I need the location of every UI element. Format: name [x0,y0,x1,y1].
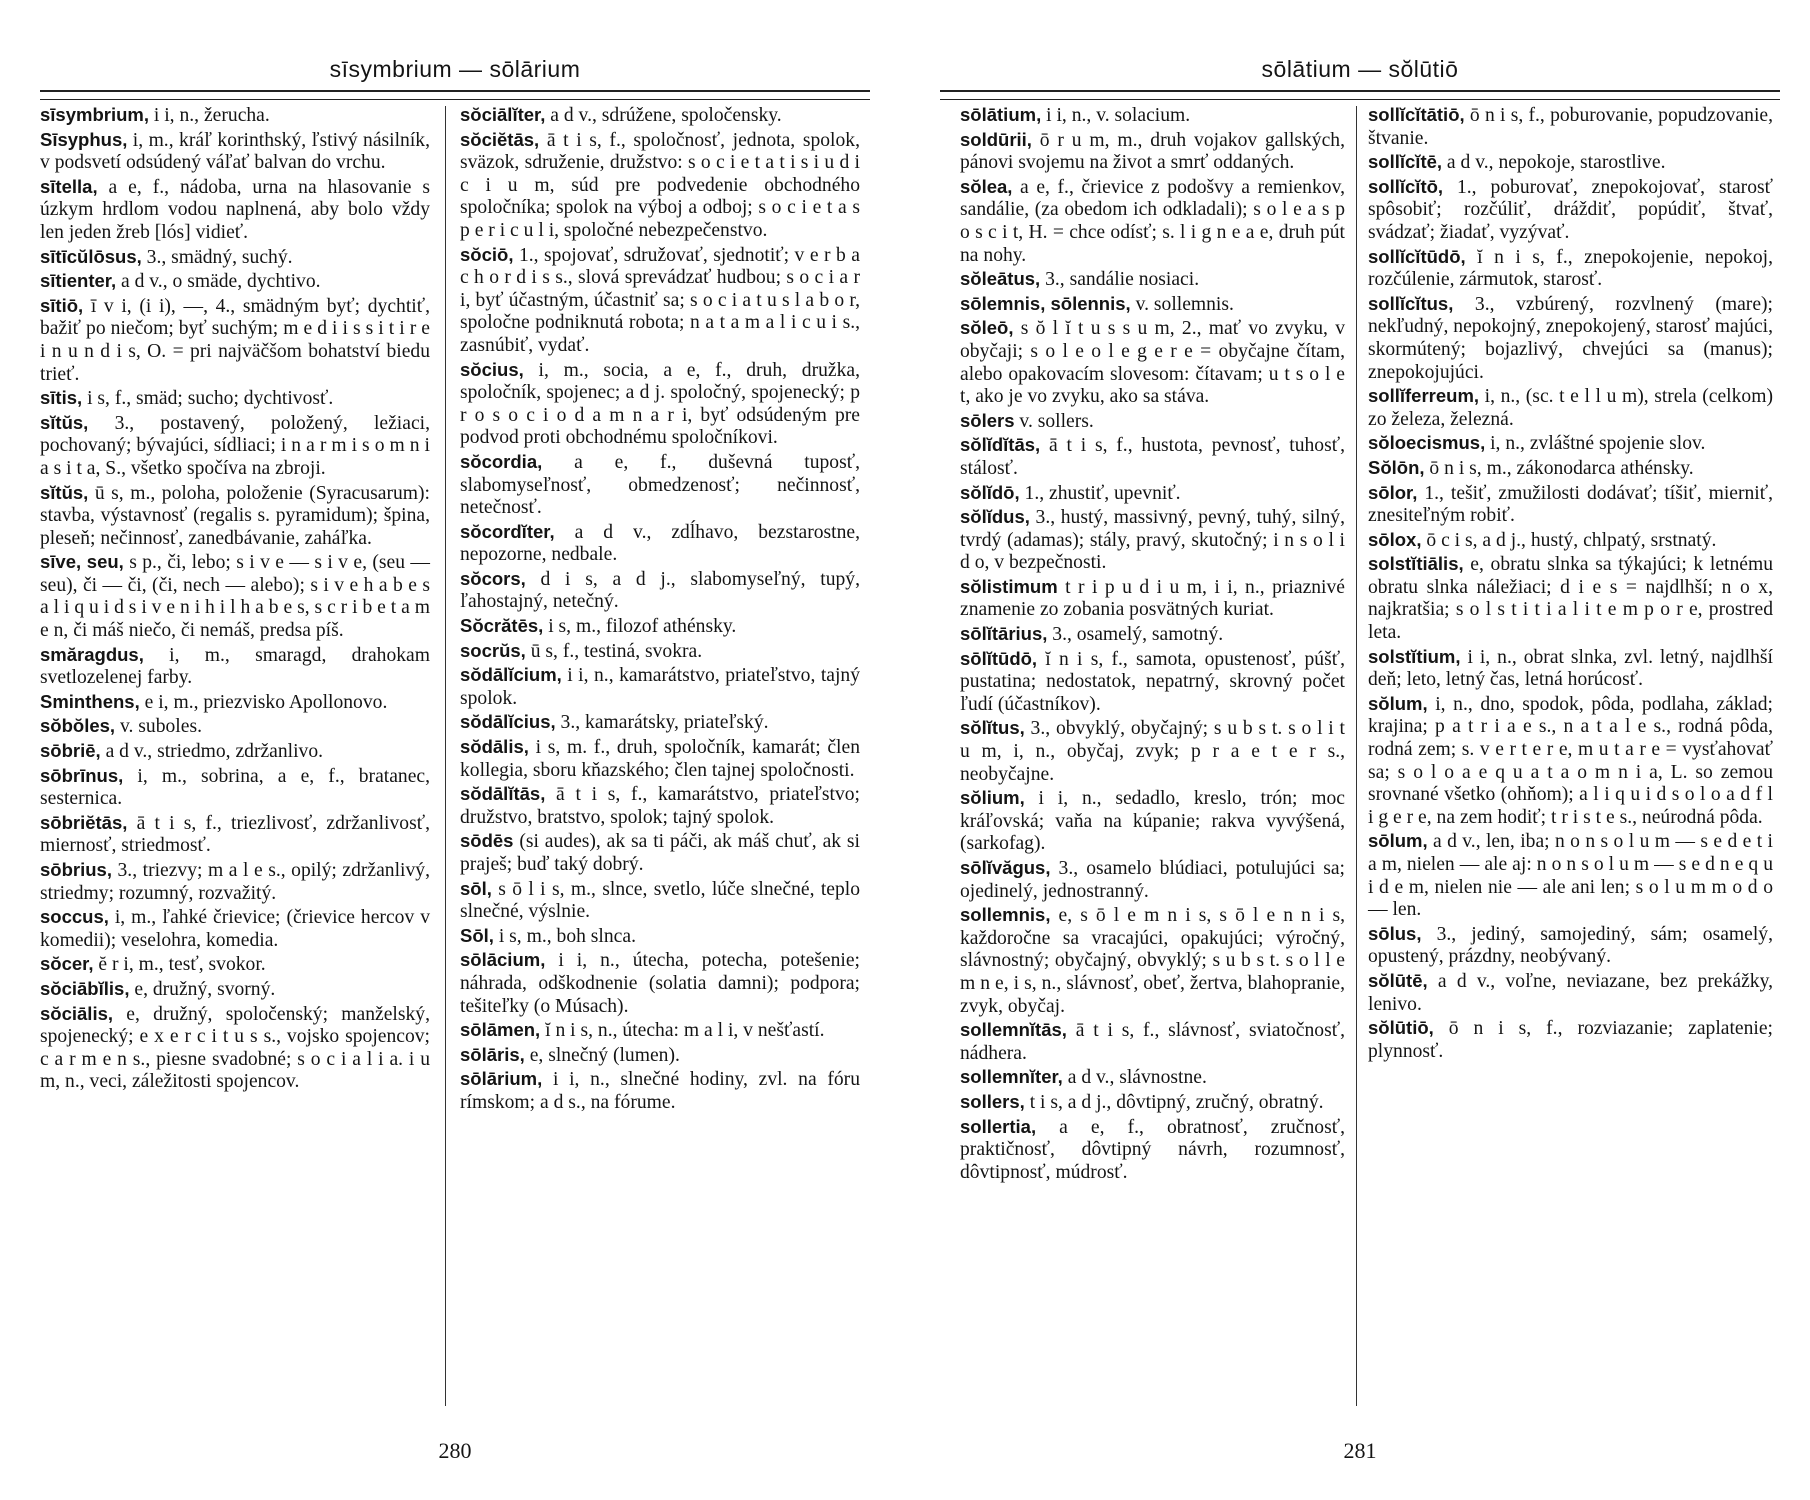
entry-headword: sōl, [460,877,492,899]
entry-definition: a d v., slávnostne. [1062,1067,1207,1089]
header-rule-right [940,90,1780,100]
entry-headword: smăragdus, [40,643,144,665]
dictionary-entry [1368,151,1773,175]
entry-definition: t i s, a d j., dôvtipný, zručný, obratný. [1024,1091,1324,1113]
entry-definition: 1., spojovať, sdružovať, sjednotiť; v e r b a c h o r d i s s., slová sprevádzať hudbou; s o c i a r i, byť účastným, účastniť sa; s o c i a t u s l a b o r, spoločne podniknutá robota; n a t a m a l i c u i s., zasnúbiť, vydať. [460,244,860,356]
dictionary-entry [960,648,1345,717]
entry-definition: ō c i s, a d j., hustý, chlpatý, srstnatý. [1421,529,1717,551]
dictionary-entry [960,1019,1345,1065]
entry-definition: s ŏ l ĭ t u s s u m, 2., mať vo zvyku, v obyčaji; s o l e o l e g e r e = obyčajne čítam, alebo opakovacím slovesom: čítavam; u t s o l e t, ako je vo zvyku, ako sa stáva. [960,318,1345,408]
entry-headword: sŏlea, [960,175,1013,197]
dictionary-entry [460,615,860,639]
entry-headword: soccus, [40,906,109,928]
entry-definition: i i, n., obrat slnka, zvl. letný, najdlhší deň; leto, letný čas, letná horúcosť. [1368,646,1773,691]
entry-definition: 3., osamelý, samotný. [1047,624,1224,646]
entry-definition: 3., obvyklý, obyčajný; s u b s t. s o l i t u m, i, n., obyčaj, zvyk; p r a e t e r s., neobyčajne. [960,718,1345,785]
entry-definition: ā t i s, f., slávnosť, sviatočnosť, nádhera. [960,1020,1345,1064]
entry-headword: sōlācium, [460,949,546,971]
entry-headword: sōlātium, [960,104,1042,125]
dictionary-entry [1368,385,1773,431]
entry-headword: sīve, seu, [40,551,124,573]
entry-headword: sōbrīnus, [40,764,124,786]
entry-definition: ā t i s, f., spoločnosť, jednota, spolok, sväzok, sdruženie, družstvo: s o c i e t a t i s i u d i c i u m, súd pre podvedenie obchodného spoločníka; spolok na výboj a odboj; s o c i e t a s p e r i c u l i, spoločné nebezpečenstvo. [460,129,860,241]
entry-headword: sītiō, [40,294,84,316]
entry-definition: i i, n., kamarátstvo, priateľstvo, tajný spolok. [460,665,860,709]
dictionary-entry [960,1091,1345,1115]
entry-headword: Sōl, [460,924,494,946]
entry-headword: sōbrius, [40,859,112,880]
dictionary-entry [460,1019,860,1043]
dictionary-entry [960,717,1345,786]
dictionary-entry [1368,529,1773,553]
dictionary-entry [460,878,860,924]
dictionary-entry [40,691,430,715]
entry-definition: ā t i s, f., kamarátstvo, priateľstvo; družstvo, bratstvo, spolok; tajný spolok. [460,784,860,828]
entry-definition: 1., tešiť, zmužilosti dodávať; tíšiť, mierniť, znesiteľným robiť. [1368,482,1773,527]
entry-definition: i, n., (sc. t e l l u m), strela (celkom) zo železa, železná. [1368,386,1773,430]
entry-headword: solstĭtiālis, [1368,553,1464,575]
entry-definition: i, m., smaragd, drahokam svetlozelenej farby. [40,644,430,689]
entry-definition: v. sollers. [1014,410,1094,432]
entry-headword: sŏcer, [40,953,94,975]
dictionary-entry [40,551,430,642]
entry-headword: sōlārium, [460,1068,543,1090]
entry-definition: 3., triezvy; m a l e s., opilý; zdržanlivý, striedmy; rozumný, rozvažitý. [40,860,430,904]
entry-definition: a d v., striedmo, zdržanlivo. [100,741,324,763]
dictionary-entry [40,295,430,386]
entry-definition: a e, f., obratnosť, zručnosť, praktičnosť, dôvtipný návrh, rozumnosť, dôvtipnosť, múdrosť. [960,1116,1345,1183]
dictionary-entry [40,270,430,294]
entry-definition: 3., osamelo blúdiaci, potulujúci sa; ojedinelý, jednostranný. [960,858,1345,902]
entry-headword: sŏlium, [960,787,1025,809]
running-head-right: sōlātium — sŏlūtiō [1261,56,1459,82]
entry-headword: sītis, [40,387,83,409]
dictionary-entry [40,482,430,551]
entry-headword: sŏlĭdō, [960,481,1020,503]
dictionary-entry [1368,553,1773,644]
column-divider-left [445,106,446,1406]
dictionary-entry [960,904,1345,1018]
dictionary-entry [460,664,860,710]
dictionary-entry [960,576,1345,622]
dictionary-entry [40,176,430,245]
entry-definition: i, n., dno, spodok, pôda, podlaha, základ; krajina; p a t r i a e s., n a t a l e s., rodná pôda, rodná zem; s. v e r t e r e, m u t a r e = vysťahovať sa; s o l o a e q u a t a o m n i a, L. so zemou srovnané všetko (ohňom); a l i q u i d s o l o a d f l i g e r e, na zem hodiť; t r i s t e s., neúrodná pôda. [1368,693,1773,828]
entry-headword: sōlāmen, [460,1019,541,1041]
entry-headword: sollemnis, [960,904,1051,926]
page-number-left: 280 [438,1438,472,1463]
dictionary-entry [40,906,430,952]
dictionary-entry [460,129,860,243]
entry-definition: 1., zhustiť, upevniť. [1019,482,1181,504]
entry-headword: socrŭs, [460,639,526,661]
dictionary-entry [1368,104,1773,150]
dictionary-entry [960,129,1345,175]
header-rule-left [40,90,870,100]
dictionary-entry [1368,293,1773,384]
entry-definition: i s, m. f., druh, spoločník, kamarát; člen kollegia, sboru kňazského; člen tajnej spoločnosti. [460,737,860,781]
entry-headword: sŏlūtē, [1368,969,1428,991]
entry-definition: i i, n., žerucha. [149,105,270,126]
entry-headword: sĭtŭs, [40,481,89,503]
entry-definition: i i, n., v. solacium. [1041,105,1191,126]
dictionary-entry [40,104,430,128]
dictionary-entry [960,623,1345,647]
dictionary-entry [1368,457,1773,481]
dictionary-entry [1368,482,1773,528]
entry-definition: e, obratu slnka sa týkajúci; k letnému obratu slnka náležiaci; d i e s = najdlhší; n o x, najkratšia; s o l s t i t i a l i t e m p o r e, prostred leta. [1368,554,1773,644]
entry-headword: sŏbŏles, [40,715,116,737]
entry-definition: ā t i s, f., triezlivosť, zdržanlivosť, miernosť, striedmosť. [40,812,430,857]
entry-headword: sōlemnis, sōlennis, [960,292,1131,314]
entry-headword: sollemnĭtās, [960,1019,1067,1041]
dictionary-entry [40,715,430,739]
entry-headword: sŏleātus, [960,268,1041,290]
entry-headword: sŏdālis, [460,736,529,758]
entry-definition: e, slnečný (lumen). [524,1044,680,1066]
dictionary-entry [40,246,430,270]
dictionary-entry [1368,1017,1773,1063]
entry-definition: v. sollemnis. [1130,293,1234,315]
entry-definition: a d v., o smäde, dychtivo. [116,271,321,293]
dictionary-entry [40,644,430,690]
entry-definition: a d v., voľne, neviazane, bez prekážky, lenivo. [1368,970,1773,1015]
right-page [940,0,1780,1500]
dictionary-entry [40,978,430,1002]
dictionary-entry [460,568,860,614]
dictionary-entry [1368,646,1773,692]
entry-definition: 3., sandálie nosiaci. [1040,269,1200,291]
entry-headword: sollertia, [960,1115,1037,1137]
dictionary-entry [40,387,430,411]
entry-headword: sōlox, [1368,528,1422,550]
entry-definition: s p., či, lebo; s i v e — s i v e, (seu — seu), či — či, (či, nech — alebo); s i v e h a b e s a l i q u i d s i v e n i h i l h a b e s, s c r i b e t a m e n, či máš niečo, či nemáš, predsa píš. [40,552,430,642]
entry-headword: sōdēs [460,830,514,852]
entry-headword: sŏcordĭter, [460,520,555,542]
entry-definition: ĭ n i s, n., útecha: m a l i, v nešťastí. [540,1020,825,1042]
dictionary-entry [960,1066,1345,1090]
entry-headword: sōlus, [1368,922,1422,944]
entry-definition: i, n., zvláštné spojenie slov. [1485,433,1706,455]
entry-definition: 3., hustý, massivný, pevný, tuhý, silný, tvrdý (adamas); stály, pravý, skutočný; i n s o l i d o, v bezpečnosti. [960,507,1345,574]
right-column-1 [960,104,1345,1185]
entry-headword: sōlum, [1368,830,1428,852]
entry-definition: (si audes), ak sa ti páči, ak máš chuť, ak si praješ; buď taký dobrý. [460,831,860,875]
entry-headword: sŏlistimum [960,575,1058,597]
entry-definition: ō n i s, m., zákonodarca athénsky. [1424,457,1694,479]
entry-headword: sŏdālĭcius, [460,711,556,733]
entry-definition: a e, f., črievice z podošvy a remienkov, sandálie, (za obedom ich odkladali); s o l e a s p o s c i t, H. = chce odísť; s. l i g n e a e, druh pút na nohy. [960,176,1345,266]
entry-definition: a d v., sdrúžene, spoločensky. [545,105,782,126]
entry-headword: sŏdālĭtās, [460,783,546,805]
dictionary-entry [460,1044,860,1068]
dictionary-entry [40,859,430,905]
dictionary-entry [1368,432,1773,456]
dictionary-entry [460,451,860,520]
entry-headword: sōlāris, [460,1043,525,1065]
entry-definition: a d v., zdĺhavo, bezstarostne, nepozorne, nedbale. [460,521,860,566]
dictionary-entry [960,434,1345,480]
entry-definition: i, m., ľahké črievice; (črievice hercov v komedii); veselohra, komedia. [40,907,430,951]
dictionary-entry [960,1116,1345,1185]
entry-definition: ī v i, (i i), —, 4., smädným byť; dychtiť, bažiť po niečom; byť suchým; m e d i i s s i t i r e i n u n d i s, O. = pri najväčšom bohatství biedu trieť. [40,295,430,385]
entry-definition: ĭ n i s, f., samota, opustenosť, púšť, pustatina; nedostatok, nepatrný, skrovný počet ľudí (účastníkov). [960,648,1345,715]
entry-definition: s ō l i s, m., slnce, svetlo, lúče slnečné, teplo slnečné, výslnie. [460,878,860,923]
entry-definition: i, m., kráľ korinthský, ľstivý násilník, v podsvetí odsúdený váľať balvan do vrchu. [40,129,430,174]
dictionary-entry [960,857,1345,903]
entry-definition: i s, f., smäd; sucho; dychtivosť. [82,388,334,410]
entry-headword: sītella, [40,175,98,197]
dictionary-entry [460,104,860,128]
entry-headword: sollĭcĭtē, [1368,151,1443,173]
entry-definition: a e, f., duševná tuposť, slabomyseľnosť, obmedzenosť; nečinnosť, netečnosť. [460,451,860,519]
entry-headword: sŏciĕtās, [460,128,540,150]
entry-headword: sōlers [960,409,1015,431]
entry-definition: ĭ n i s, f., znepokojenie, nepokoj, rozčúlenie, zármutok, starosť. [1368,246,1773,291]
entry-definition: 3., smädný, suchý. [141,246,293,268]
entry-definition: 3., postavený, položený, ležiaci, pochovaný; bývajúci, sídliaci; i n a r m i s o m n i a s i t a, S., všetko spočíva na zbroji. [40,412,430,479]
entry-headword: Sŏcrătēs, [460,615,544,637]
dictionary-entry [1368,923,1773,969]
entry-headword: sollĭcĭtūdō, [1368,245,1466,267]
dictionary-entry [960,293,1345,317]
entry-definition: ō n i s, f., poburovanie, popudzovanie, štvanie. [1368,105,1773,149]
dictionary-entry [460,1068,860,1114]
dictionary-entry [460,711,860,735]
entry-headword: sollĭcĭtus, [1368,292,1454,314]
entry-headword: sollĭcĭtātiō, [1368,104,1465,125]
entry-headword: solstĭtium, [1368,645,1461,667]
entry-headword: sollĭcĭtō, [1368,175,1444,197]
entry-definition: d i s, a d j., slabomyseľný, tupý, ľahostajný, netečný. [460,568,860,613]
left-column-2 [460,104,860,1116]
entry-headword: soldūrii, [960,128,1032,150]
entry-definition: ū s, f., testiná, svokra. [525,640,703,662]
dictionary-entry [960,482,1345,506]
dictionary-entry [40,812,430,858]
entry-definition: v. suboles. [115,716,202,738]
dictionary-entry [960,268,1345,292]
dictionary-entry [460,359,860,450]
entry-headword: sŏciālĭter, [460,104,546,125]
dictionary-entry [40,1003,430,1094]
entry-headword: sollers, [960,1090,1025,1112]
entry-headword: sŏlĭdus, [960,506,1030,528]
right-column-2 [1368,104,1773,1064]
entry-definition: i i, n., útecha, potecha, potešenie; náhrada, odškodnenie (solatia damni); podpora; tešiteľky (o Músach). [460,950,860,1017]
entry-headword: sōlĭtūdō, [960,647,1038,669]
entry-headword: Sŏlōn, [1368,456,1425,478]
entry-definition: a d v., nepokoje, starostlive. [1442,152,1666,174]
entry-definition: ō n i s, f., rozviazanie; zaplatenie; plynnosť. [1368,1018,1773,1062]
entry-definition: t r i p u d i u m, i i, n., priaznivé znamenie zo zobania posvätných kuriat. [960,576,1345,621]
entry-headword: sōlĭtārius, [960,623,1048,645]
entry-headword: sōlor, [1368,481,1418,503]
entry-definition: 1., poburovať, znepokojovať, starosť spôsobiť; rozčúliť, dráždiť, popúdiť, štvať, svádzať; žiadať, vyzývať. [1368,176,1773,243]
dictionary-entry [460,244,860,358]
entry-headword: Sīsyphus, [40,128,128,150]
dictionary-entry [40,953,430,977]
dictionary-entry [960,787,1345,856]
dictionary-entry [1368,693,1773,830]
dictionary-entry [460,640,860,664]
dictionary-entry [460,783,860,829]
entry-definition: i s, m., boh slnca. [493,925,636,947]
entry-definition: ū s, m., poloha, položenie (Syracusarum): stavba, výstavnosť (regalis s. pyramidum); špina, pleseň; nečinnosť, zanedbávanie, zaháľka. [40,482,430,549]
entry-definition: i i, n., sedadlo, kreslo, trón; moc kráľovská; vaňa na kúpanie; rakva vyvýšená, (sarkofag). [960,788,1345,855]
dictionary-entry [1368,246,1773,292]
dictionary-entry [960,317,1345,408]
entry-headword: sŏcius, [460,358,524,380]
entry-definition: a e, f., nádoba, urna na hlasovanie s úzkym hrdlom vodou naplnená, aby bolo vždy len jeden žreb [lós] vidieť. [40,176,430,243]
dictionary-entry [460,949,860,1018]
left-page [40,0,870,1500]
entry-headword: sŏleō, [960,317,1014,339]
entry-headword: sŏloecismus, [1368,432,1486,454]
entry-definition: e, družný, svorný. [129,978,276,1000]
dictionary-entry [960,506,1345,575]
entry-headword: sŏcors, [460,567,526,589]
dictionary-entry [460,925,860,949]
entry-definition: i, m., sobrina, a e, f., bratanec, sesternica. [40,765,430,810]
left-column-1 [40,104,430,1095]
entry-headword: sĭtŭs, [40,411,89,433]
column-divider-right [1356,106,1357,1406]
entry-headword: sŏciō, [460,243,514,265]
entry-definition: 3., jediný, samojediný, sám; osamelý, opustený, prázdny, neobývaný. [1368,923,1773,968]
entry-definition: i s, m., filozof athénsky. [543,616,737,638]
entry-headword: sīsymbrium, [40,104,149,125]
entry-headword: sŏcordia, [460,450,543,472]
entry-headword: sītienter, [40,270,117,292]
entry-headword: sōbriē, [40,740,101,762]
entry-definition: e, družný, spoločenský; manželský, spojenecký; e x e r c i t u s s., vojsko spojencov; c a r m e n s., piesne svadobné; s o c i a l i a. i u m, n., veci, záležitosti spojencov. [40,1003,430,1093]
dictionary-entry [960,410,1345,434]
entry-definition: ĕ r i, m., tesť, svokor. [93,954,266,976]
entry-headword: sŏlĭdĭtās, [960,434,1041,456]
dictionary-entry [460,736,860,782]
entry-definition: i, m., socia, a e, f., druh, družka, spoločník, spojenec; a d j. spoločný, spojenecký; p r o s o c i o d a m n a r i, byť odsúdeným pre podvod proti obchodnému spoločníkovi. [460,359,860,449]
dictionary-entry [960,104,1345,128]
dictionary-entry [1368,830,1773,921]
dictionary-entry [1368,970,1773,1016]
dictionary-entry [1368,176,1773,245]
entry-definition: ā t i s, f., hustota, pevnosť, tuhosť, stálosť. [960,435,1345,479]
dictionary-entry [960,176,1345,267]
entry-headword: sŏdālĭcium, [460,664,562,686]
dictionary-entry [460,521,860,567]
dictionary-entry [40,412,430,481]
dictionary-entry [40,765,430,811]
entry-headword: sŏlūtiō, [1368,1017,1434,1039]
entry-headword: sŏciālis, [40,1002,114,1024]
dictionary-entry [40,740,430,764]
entry-headword: sŏlĭtus, [960,717,1025,739]
entry-headword: sollemnĭter, [960,1066,1063,1088]
entry-definition: e, s ō l e m n i s, s ō l e n n i s, každoročne sa vracajúci, opakujúci; výročný, slávnostný; obyčajný, obvyklý; s u b s t. s o l l e m n e, i s, n., slávnosť, obeť, žertva, blahopranie, zvyk, obyčaj. [960,905,1345,1017]
entry-definition: ō r u m, m., druh vojakov gallských, pánovi svojemu na život a smrť oddaných. [960,129,1345,174]
running-head-left: sīsymbrium — sōlārium [329,56,581,82]
entry-definition: e i, m., priezvisko Apollonovo. [139,691,388,713]
entry-headword: sŏlum, [1368,692,1428,714]
dictionary-entry [40,129,430,175]
entry-headword: sollĭferreum, [1368,385,1480,407]
entry-definition: i i, n., slnečné hodiny, zvl. na fóru rímskom; a d s., na fórume. [460,1069,860,1113]
entry-definition: 3., kamarátsky, priateľský. [555,712,769,734]
entry-definition: 3., vzbúrený, rozvlnený (mare); nekľudný, nepokojný, znepokojený, starosť majúci, skormútený; bojazlivý, chvejúci sa (manus); znepokojujúci. [1368,293,1773,383]
entry-headword: sŏciābĭlis, [40,977,130,999]
dictionary-entry [460,830,860,876]
entry-headword: Sminthens, [40,690,140,712]
page-number-right: 281 [1343,1438,1377,1463]
entry-headword: sōbriĕtās, [40,811,128,833]
entry-definition: a d v., len, iba; n o n s o l u m — s e d e t i a m, nielen — ale aj: n o n s o l u m — s e d n e q u i d e m, nielen nie — ale ani len; s o l u m m o d o — len. [1368,831,1773,921]
entry-headword: sōlĭvăgus, [960,857,1051,878]
entry-headword: sītīcŭlōsus, [40,245,142,267]
